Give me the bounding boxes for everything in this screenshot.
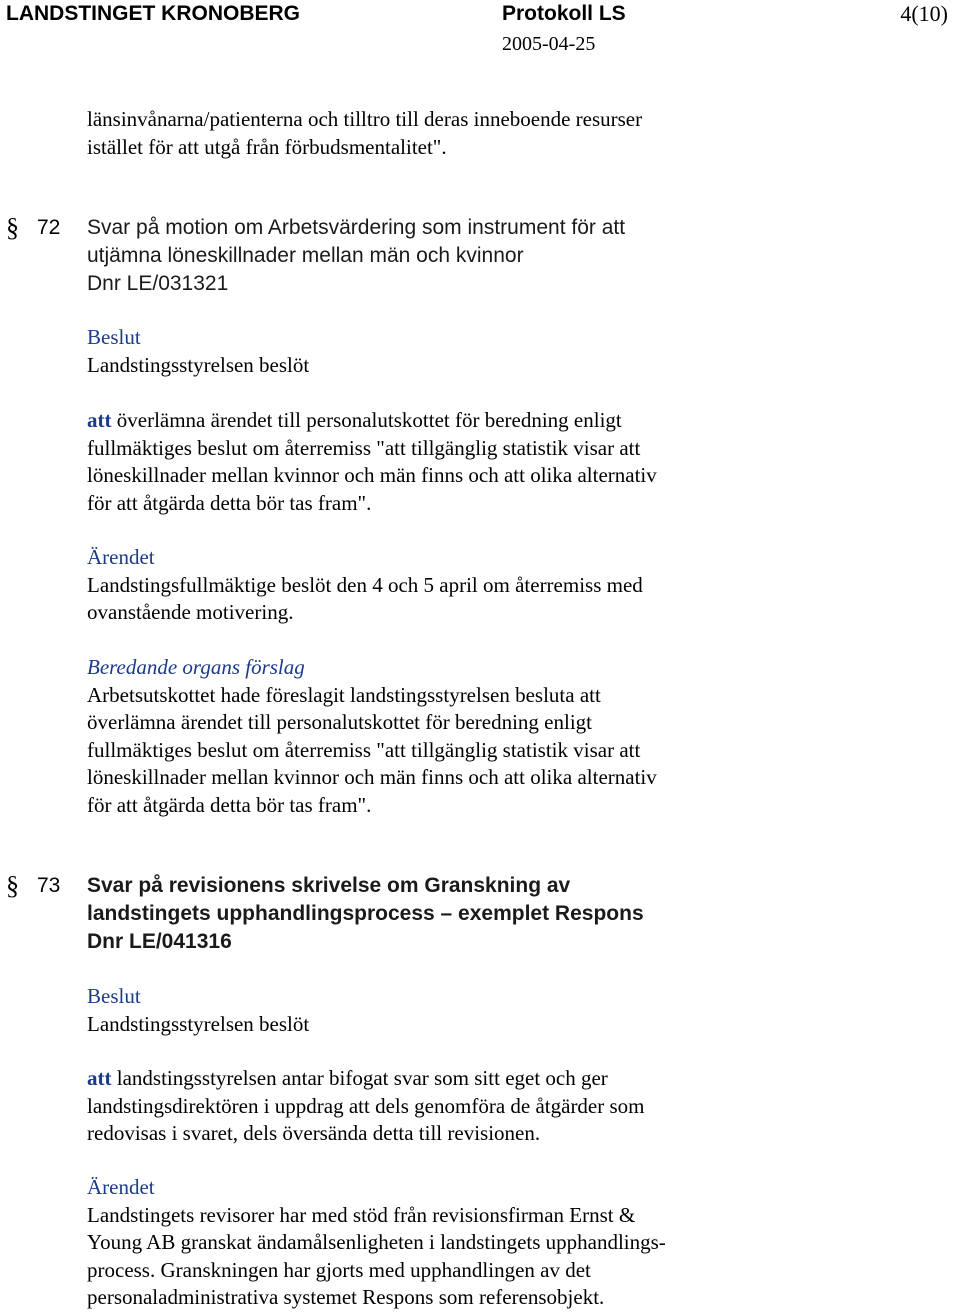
- decision-lead: att: [87, 408, 112, 432]
- header-page-number: 4(10): [900, 1, 948, 26]
- arendet-line: process. Granskningen har gjorts med upphandlingen av det: [87, 1257, 591, 1282]
- section-title-line: landstingets upphandlingsprocess – exemplet Respons: [87, 902, 644, 925]
- section-73-arendet: [87, 1174, 947, 1312]
- section-title-line: utjämna löneskillnader mellan män och kvinnor: [87, 244, 524, 267]
- beslut-heading: Beslut: [87, 325, 141, 349]
- arendet-heading: Ärendet: [87, 545, 155, 569]
- decision-line: redovisas i svaret, dels översända detta till revisionen.: [87, 1121, 541, 1145]
- section-title-line: Dnr LE/031321: [87, 272, 229, 295]
- decision-line: för att åtgärda detta bör tas fram".: [87, 490, 372, 515]
- beredande-line: fullmäktiges beslut om återremiss "att tillgänglig statistik visar att: [87, 737, 641, 762]
- beredande-heading: Beredande organs förslag: [87, 655, 305, 679]
- section-72-title: [87, 214, 947, 298]
- beredande-line: överlämna ärendet till personalutskottet för beredning enligt: [87, 710, 593, 734]
- section-72-decision: [87, 407, 947, 517]
- decision-line: löneskillnader mellan kvinnor och män finns och att olika alternativ: [87, 463, 657, 487]
- intro-line: länsinvånarna/patienterna och tilltro till deras inneboende resurser: [87, 107, 643, 131]
- header-org: LANDSTINGET KRONOBERG: [6, 2, 300, 25]
- decision-line: landstingsdirektören i uppdrag att dels genomföra de åtgärder som: [87, 1093, 645, 1118]
- section-72-arendet: [87, 544, 947, 627]
- arendet-line: personaladministrativa systemet Respons som referensobjekt.: [87, 1285, 605, 1309]
- decision-line: fullmäktiges beslut om återremiss "att tillgänglig statistik visar att: [87, 435, 641, 460]
- section-72-beslut: [87, 324, 947, 379]
- section-title-line: Dnr LE/041316: [87, 930, 232, 953]
- arendet-line: Landstingets revisorer har med stöd från revisionsfirman Ernst &: [87, 1202, 636, 1227]
- header-doc-type: Protokoll LS: [502, 2, 626, 25]
- section-72-number: 72: [37, 216, 61, 239]
- section-73-marker: §: [6, 871, 19, 900]
- intro-line: istället för att utgå från förbudsmentalitet".: [87, 134, 447, 159]
- intro-paragraph: [87, 106, 947, 161]
- header-date: 2005-04-25: [502, 33, 596, 55]
- section-73-decision: [87, 1065, 947, 1148]
- section-72-marker: §: [6, 213, 19, 242]
- arendet-heading: Ärendet: [87, 1175, 155, 1199]
- arendet-line: Young AB granskat ändamålsenligheten i landstingets upphandlings-: [87, 1230, 666, 1254]
- beredande-line: löneskillnader mellan kvinnor och män finns och att olika alternativ: [87, 765, 657, 789]
- beslut-intro: Landstingsstyrelsen beslöt: [87, 1011, 310, 1036]
- section-73-beslut: [87, 983, 947, 1038]
- arendet-line: ovanstående motivering.: [87, 600, 294, 624]
- section-title-line: Svar på motion om Arbetsvärdering som instrument för att: [87, 216, 626, 239]
- decision-lead: att: [87, 1066, 112, 1090]
- beredande-line: för att åtgärda detta bör tas fram".: [87, 792, 372, 817]
- decision-line: överlämna ärendet till personalutskottet för beredning enligt: [116, 408, 622, 432]
- decision-line: landstingsstyrelsen antar bifogat svar som sitt eget och ger: [116, 1066, 608, 1090]
- section-72-beredande: [87, 654, 947, 819]
- beslut-intro: Landstingsstyrelsen beslöt: [87, 352, 310, 377]
- section-title-line: Svar på revisionens skrivelse om Granskning av: [87, 874, 571, 897]
- section-73-title: [87, 872, 947, 956]
- section-73-number: 73: [37, 874, 61, 897]
- beslut-heading: Beslut: [87, 984, 141, 1008]
- beredande-line: Arbetsutskottet hade föreslagit landstingsstyrelsen besluta att: [87, 682, 601, 707]
- arendet-line: Landstingsfullmäktige beslöt den 4 och 5 april om återremiss med: [87, 572, 643, 597]
